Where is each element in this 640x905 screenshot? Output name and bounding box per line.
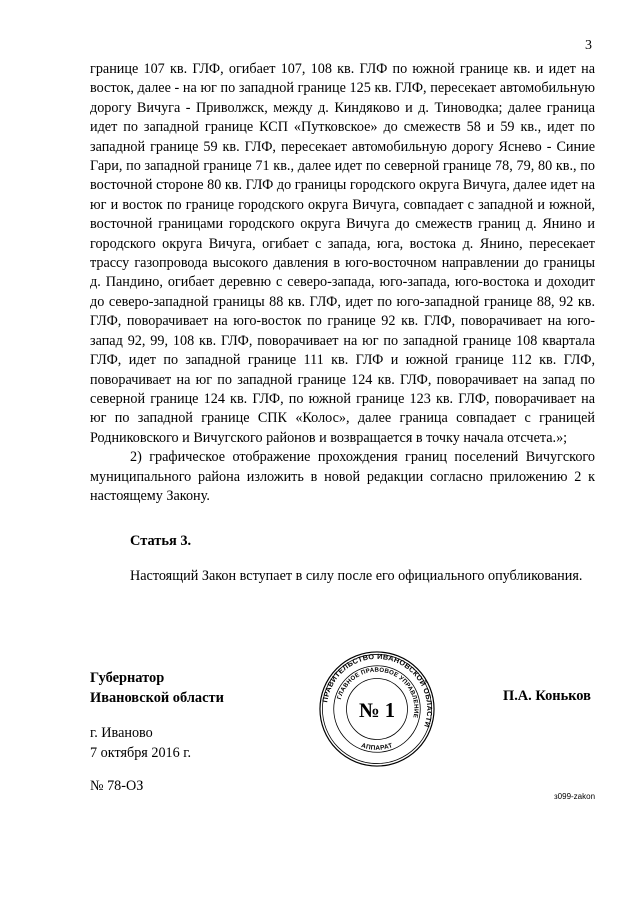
date: 7 октября 2016 г. xyxy=(90,744,192,761)
official-seal xyxy=(318,650,436,768)
signatory-title-line-1: Губернатор xyxy=(90,670,165,686)
seal-bottom-text: АППАРАТ xyxy=(360,742,394,752)
article-text: Настоящий Закон вступает в силу после его официального опубликования. xyxy=(130,568,583,584)
place-and-date xyxy=(90,724,191,763)
seal-center-text: № 1 xyxy=(358,699,396,722)
place: г. Иваново xyxy=(90,725,153,741)
signatory-title-line-2: Ивановской области xyxy=(90,690,224,706)
seal-inner-text: ГЛАВНОЕ ПРАВОВОЕ УПРАВЛЕНИЕ xyxy=(335,666,420,719)
document-code: з099-zakon xyxy=(554,792,596,801)
signatory-title xyxy=(90,668,224,708)
signer-name: П.А. Коньков xyxy=(503,688,591,704)
law-body-text xyxy=(90,60,595,506)
law-number: № 78-ОЗ xyxy=(90,778,144,794)
boundary-description-paragraph: границе 107 кв. ГЛФ, огибает 107, 108 кв. ГЛФ по южной границе кв. и идет на восток, далее - на юг по западной границе 125 кв. ГЛФ, пересекает автомобильную дорогу Вичуга - Приволжск, между д. Киндяково и д. Тиноводка; далее граница идет по западной границе КСП «Путковское» до смежеств 58 и 59 кв., идет по западной границе 59 кв. ГЛФ, пересекает автомобильную дорогу Яснево - Синие Гари, по западной границе 71 кв., далее идет по северной границе 78, 79, 80 кв., по восточной стороне 80 кв. ГЛФ до границы городского округа Вичуга, далее идет на юг и восток по границе городского округа Вичуга, совпадает с западной и южной, восточной границами городского округа Вичуга до смежеств границ д. Янино и городского округа Вичуга, огибает с запада, юга, востока д. Янино, пересекает трассу газопровода высокого давления в юго-восточном направлении до границы д. Пандино, огибает деревню с северо-запада, юго-запада, юго-востока и доходит до северо-западной границы 88 кв. ГЛФ, идет по юго-западной границе 88, 92 кв. ГЛФ, поворачивает на юго-восток по границе 92 кв. ГЛФ, поворачивает на юго-запад 92, 99, 108 кв. ГЛФ, поворачивает на юг по западной границе 108 квартала ГЛФ, идет по западной границе 111 кв. ГЛФ и южной границе 112 кв. ГЛФ, поворачивает на юг по западной границе 124 кв. ГЛФ, поворачивает на запад по северной границе 124 кв. ГЛФ, по южной границе 123 кв. ГЛФ, поворачивает на юг по западной границе СПК «Колос», далее граница совпадает с границей Родниковского и Вичугского районов и возвращается в точку начала отсчета.»; xyxy=(90,61,595,446)
page-number: 3 xyxy=(585,38,592,53)
seal-ring-text: ПРАВИТЕЛЬСТВО ИВАНОВСКОЙ ОБЛАСТИ xyxy=(320,651,435,729)
article-title: Статья 3. xyxy=(130,533,192,549)
graphic-display-paragraph: 2) графическое отображение прохождения границ поселений Вичугского муниципального района изложить в новой редакции согласно приложению 2 к настоящему Закону. xyxy=(90,449,595,504)
